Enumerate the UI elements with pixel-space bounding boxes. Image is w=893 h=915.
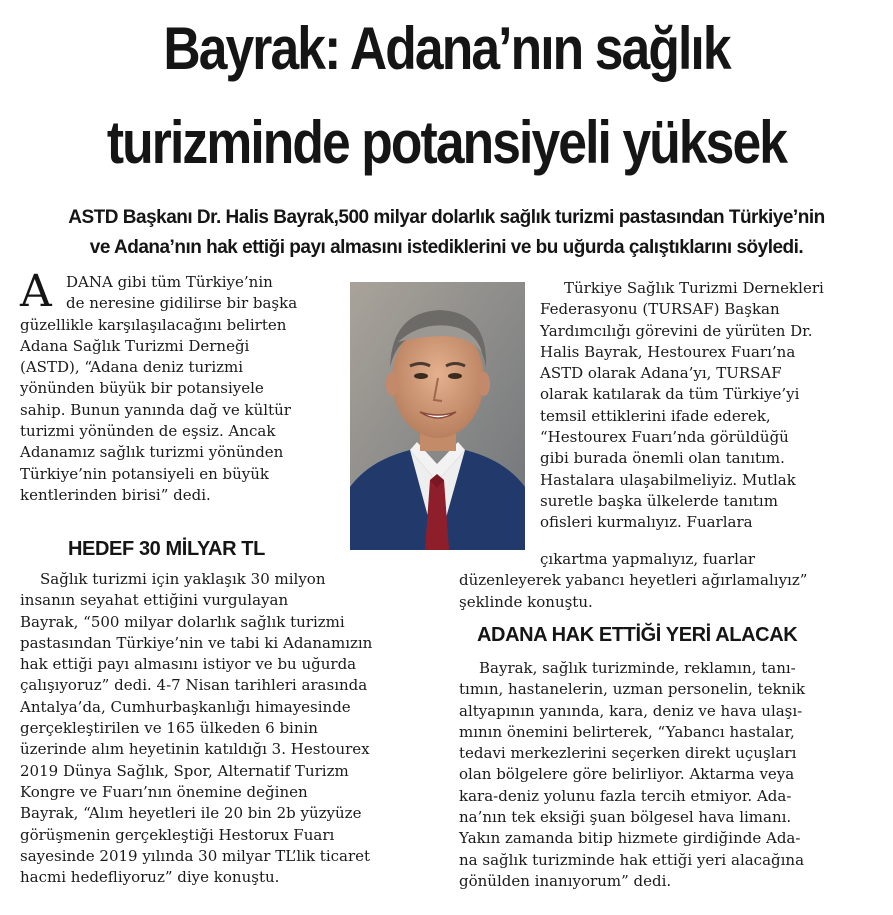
headline-line-1: Bayrak: Adana’nın sağlık xyxy=(163,15,730,82)
text-line: ASTD olarak Adana’yı, TURSAF xyxy=(540,364,782,383)
text-line: Bayrak, “Alım heyetleri ile 20 bin 2b yüzyüze xyxy=(20,804,362,823)
text-line: sayesinde 2019 yılında 30 milyar TL’lik ticaret xyxy=(20,846,371,865)
text-line: DANA gibi tüm Türkiye’nin xyxy=(66,273,273,291)
text-line: görüşmenin gerçekleştiği Hestorux Fuarı xyxy=(20,825,335,844)
text-line: gerçekleştirilen ve 165 ülkeden 6 binin xyxy=(20,719,318,738)
text-line: gibi burada önemli olan tanıtım. xyxy=(540,449,785,468)
text-line: ofisleri kurmalıyız. Fuarlara xyxy=(540,513,753,532)
subhead-adana: ADANA HAK ETTİĞİ YERİ ALACAK xyxy=(477,624,798,646)
headline-line-2: turizminde potansiyeli yüksek xyxy=(106,109,787,176)
text-line: kentlerinden birisi” dedi. xyxy=(20,485,211,504)
text-line: de neresine gidilirse bir başka xyxy=(66,294,298,313)
text-line: “Hestourex Fuarı’nda görüldüğü xyxy=(540,428,789,447)
text-line: üzerinde alım heyetinin katıldığı 3. Hestourex xyxy=(20,740,370,759)
text-line: na’nın tek eksiği şuan bölgesel hava limanı. xyxy=(459,808,792,827)
text-line: çıkartma yapmalıyız, fuarlar xyxy=(540,550,756,568)
text-line: yönünden büyük bir potansiyele xyxy=(20,379,264,398)
text-line: kara-deniz yolunu fazla tercih etmiyor. Ada- xyxy=(459,786,792,805)
text-line: Bayrak, “500 milyar dolarlık sağlık turizmi xyxy=(20,612,345,631)
text-line: Antalya’da, Cumhurbaşkanlığı himayesinde xyxy=(20,697,351,716)
text-line: Türkiye’nin potansiyeli en büyük xyxy=(20,464,269,483)
text-line: tedavi merkezlerini seçerken direkt uçuşları xyxy=(459,744,797,763)
text-line: Kongre ve Fuarı’nın önemine değinen xyxy=(20,782,308,801)
text-line: Yardımcılığı görevini de yürüten Dr. xyxy=(540,321,813,340)
deck-line-2: ve Adana’nın hak ettiği payı almasını istediklerini ve bu uğurda çalıştıklarını söyledi. xyxy=(89,237,804,258)
text-line: Halis Bayrak, Hestourex Fuarı’na xyxy=(540,342,796,361)
text-line: Adana Sağlık Turizmi Derneği xyxy=(20,336,250,355)
text-line: şeklinde konuştu. xyxy=(459,592,593,611)
col2-top-right xyxy=(540,278,880,534)
text-line: hacmi hedefliyoruz” diye konuştu. xyxy=(20,868,280,887)
text-line: turizmi yönünden de eşsiz. Ancak xyxy=(20,422,276,441)
col1-body xyxy=(20,569,440,888)
drop-cap: A xyxy=(20,266,52,317)
deck-line-1: ASTD Başkanı Dr. Halis Bayrak,500 milyar dolarlık sağlık turizmi pastasından Türkiye’nin xyxy=(68,207,825,228)
text-line: altyapının yanında, kara, deniz ve hava ulaşı- xyxy=(459,701,803,720)
text-line: pastasından Türkiye’nin ve tabi ki Adanamızın xyxy=(20,633,373,652)
text-line: na sağlık turizminde hak ettiği yeri alacağına xyxy=(459,850,805,869)
col2-wide xyxy=(459,549,879,613)
text-line: gönülden inanıyorum” dedi. xyxy=(459,871,672,890)
col1-intro xyxy=(20,266,340,506)
text-line: çalışıyoruz” dedi. 4-7 Nisan tarihleri arasında xyxy=(20,676,368,695)
text-line: düzenleyerek yabancı heyetleri ağırlamalıyız” xyxy=(459,571,808,590)
text-line: olan bölgelere göre belirliyor. Aktarma veya xyxy=(459,765,795,784)
text-line: Sağlık turizmi için yaklaşık 30 milyon xyxy=(40,570,326,588)
portrait-illustration xyxy=(350,282,525,550)
text-line: hak ettiği payı almasını istiyor ve bu uğurda xyxy=(20,655,357,674)
text-line: insanın seyahat ettiğini vurgulayan xyxy=(20,591,289,610)
text-line: suretle başka ülkelerde tanıtım xyxy=(540,491,778,510)
text-line: sahip. Bunun yanında dağ ve kültür xyxy=(20,400,291,419)
text-line: Adanamız sağlık turizmi yönünden xyxy=(20,443,284,462)
text-line: (ASTD), “Adana deniz turizmi xyxy=(20,358,244,377)
text-line: olarak katılarak da tüm Türkiye’yi xyxy=(540,385,800,404)
text-line: güzellikle karşılaşılacağını belirten xyxy=(20,315,287,334)
text-line: temsil ettiklerini ifade ederek, xyxy=(540,406,771,425)
text-line: 2019 Dünya Sağlık, Spor, Alternatif Turizm xyxy=(20,761,349,780)
text-line: Türkiye Sağlık Turizmi Dernekleri xyxy=(564,279,824,297)
text-line: Bayrak, sağlık turizminde, reklamın, tanı- xyxy=(479,659,796,677)
text-line: mının önemini belirterek, “Yabancı hastalar, xyxy=(459,722,795,741)
text-line: Yakın zamanda bitip hizmete girdiğinde Ada- xyxy=(459,829,801,848)
text-line: tımın, hastanelerin, uzman personelin, teknik xyxy=(459,680,806,699)
text-line: Hastalara ulaşabilmeliyiz. Mutlak xyxy=(540,470,796,489)
subhead-hedef: HEDEF 30 MİLYAR TL xyxy=(68,538,265,560)
col2-body xyxy=(459,658,879,892)
portrait-photo xyxy=(350,282,525,550)
text-line: Federasyonu (TURSAF) Başkan xyxy=(540,300,780,319)
